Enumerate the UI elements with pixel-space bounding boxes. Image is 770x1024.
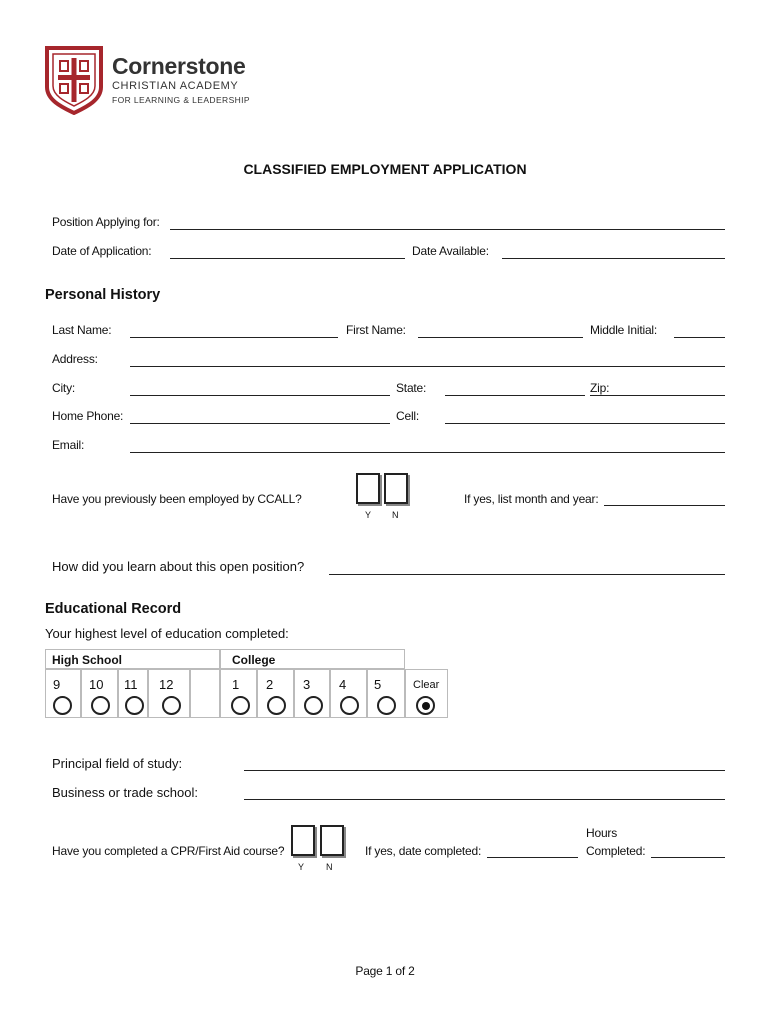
personal-history-heading: Personal History [45,287,161,303]
address-label: Address: [52,352,98,366]
employed-no-checkbox[interactable] [384,473,408,504]
zip-label: Zip: [590,381,610,395]
college-1-label: 1 [232,677,240,692]
state-input[interactable] [445,395,585,396]
high-school-header: High School [52,653,122,667]
hours-completed-input[interactable] [651,857,725,858]
college-5-label: 5 [374,677,382,692]
grid-col-divider [190,669,220,718]
city-label: City: [52,381,76,395]
cpr-yes-checkbox[interactable] [291,825,315,856]
college-2-label: 2 [266,677,274,692]
state-label: State: [396,381,427,395]
form-title: CLASSIFIED EMPLOYMENT APPLICATION [243,161,527,177]
clear-label: Clear [413,679,440,691]
last-name-label: Last Name: [52,323,112,337]
principal-field-label: Principal field of study: [52,756,183,771]
page-number: Page 1 of 2 [355,964,415,978]
college-1-radio[interactable] [231,696,250,715]
principal-field-input[interactable] [244,770,725,771]
cpr-yes-label: Y [298,862,305,872]
grade-11-label: 11 [124,677,138,692]
date-available-input[interactable] [502,258,725,259]
date-of-application-label: Date of Application: [52,244,152,258]
cell-label: Cell: [396,409,420,423]
employed-month-year-input[interactable] [604,505,725,506]
logo [44,45,254,117]
previously-employed-question: Have you previously been employed by CCALL? [52,492,302,506]
college-header: College [232,653,276,667]
highest-level-label: Your highest level of education completed: [45,626,289,641]
email-label: Email: [52,438,85,452]
cpr-question: Have you completed a CPR/First Aid course? [52,844,285,858]
logo-name: Cornerstone [112,53,246,79]
college-4-label: 4 [339,677,347,692]
grade-10-radio[interactable] [91,696,110,715]
city-input[interactable] [130,395,390,396]
learn-about-position-question: How did you learn about this open position? [52,559,305,574]
grade-11-radio[interactable] [125,696,144,715]
position-label: Position Applying for: [52,215,160,229]
logo-line2: CHRISTIAN ACADEMY [112,80,239,92]
home-phone-label: Home Phone: [52,409,124,423]
college-4-radio[interactable] [340,696,359,715]
if-yes-month-year-label: If yes, list month and year: [464,492,599,506]
grade-9-label: 9 [53,677,61,692]
clear-radio[interactable] [416,696,435,715]
cpr-date-input[interactable] [487,857,578,858]
employed-yes-checkbox[interactable] [356,473,380,504]
college-3-radio[interactable] [304,696,323,715]
employed-no-label: N [392,510,399,520]
first-name-label: First Name: [346,323,406,337]
middle-initial-input[interactable] [674,337,725,338]
first-name-input[interactable] [418,337,583,338]
date-of-application-input[interactable] [170,258,405,259]
date-available-label: Date Available: [412,244,489,258]
position-input[interactable] [170,229,725,230]
email-input[interactable] [130,452,725,453]
business-school-label: Business or trade school: [52,785,198,800]
college-5-radio[interactable] [377,696,396,715]
grade-10-label: 10 [89,677,104,692]
logo-line3: FOR LEARNING & LEADERSHIP [112,95,251,105]
home-phone-input[interactable] [130,423,390,424]
grade-12-radio[interactable] [162,696,181,715]
business-school-input[interactable] [244,799,725,800]
cpr-no-checkbox[interactable] [320,825,344,856]
grade-12-label: 12 [159,677,174,692]
address-input[interactable] [130,366,725,367]
learn-about-position-input[interactable] [329,574,725,575]
clear-radio-dot [422,702,430,710]
educational-record-heading: Educational Record [45,601,182,617]
college-2-radio[interactable] [267,696,286,715]
logo-shield-icon [44,45,104,115]
cpr-no-label: N [326,862,333,872]
zip-input[interactable] [590,395,725,396]
college-3-label: 3 [303,677,311,692]
employed-yes-label: Y [365,510,372,520]
last-name-input[interactable] [130,337,338,338]
cell-input[interactable] [445,423,725,424]
hours-label: Hours [586,826,618,840]
cpr-date-label: If yes, date completed: [365,844,482,858]
grade-9-radio[interactable] [53,696,72,715]
completed-label: Completed: [586,844,646,858]
middle-initial-label: Middle Initial: [590,323,658,337]
